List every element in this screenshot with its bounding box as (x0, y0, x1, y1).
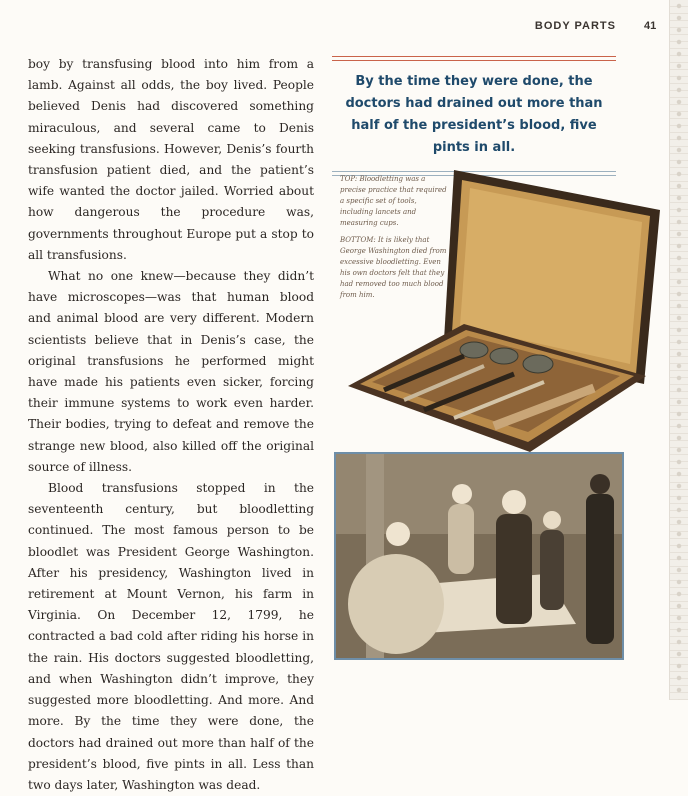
page-number: 41 (644, 20, 657, 32)
caption-bottom: BOTTOM: It is likely that George Washington died from excessive bloodletting. Even his own doctors felt that they had removed too much blood from him. (340, 236, 447, 299)
measuring-cup (490, 348, 518, 364)
measuring-cup (460, 342, 488, 358)
pull-quote: By the time they were done, the doctors had drained out more than half of the president’s blood, five pints in all. (345, 74, 603, 155)
painting-illustration (336, 454, 622, 658)
caption-top: TOP: Bloodletting was a precise practice that required a specific set of tools, including lancets and measuring cups. (340, 175, 447, 227)
running-head: BODY PARTS (534, 20, 616, 32)
pull-quote-box (332, 56, 616, 176)
paragraph-3: Blood transfusions stopped in the seventeenth century, but bloodletting continued. The most famous person to be bloodlet was President George Washington. After his presidency, Washington lived in retirement at Mount Vernon, his farm in Virginia. On December 12, 1799, he contracted a bad cold after riding his horse in the rain. His doctors suggested bloodletting, and when Washington didn’t improve, they suggested more bloodletting. And more. And more. By the time they were done, the doctors had drained out more than half of the president’s blood, five pints in all. Less than two days later, Washington was dead. (28, 481, 314, 792)
pull-quote-top-rule (332, 56, 616, 61)
washington-family-painting (334, 452, 624, 660)
edge-dots-ornament (674, 0, 684, 700)
image-captions (340, 174, 452, 307)
measuring-cup (523, 355, 553, 373)
page-edge-decoration (669, 0, 688, 700)
body-text-column (28, 54, 314, 796)
paragraph-1: boy by transfusing blood into him from a lamb. Against all odds, the boy lived. People believed Denis had discovered something miraculous, and several came to Denis seeking transfusions. However, Denis’s fourth transfusion patient died, and the patient’s wife wanted the doctor jailed. Worried about how dangerous the procedure was, governments throughout Europe put a stop to all transfusions. (28, 57, 314, 262)
paragraph-2: What no one knew—because they didn’t have microscopes—was that human blood and animal blood are very different. Modern scientists believe that in Denis’s case, the original transfusions he performed might have made his patients even sicker, forcing their immune systems to work even harder. Their bodies, trying to defeat and remove the strange new blood, also killed off the original source of illness. (28, 269, 314, 474)
